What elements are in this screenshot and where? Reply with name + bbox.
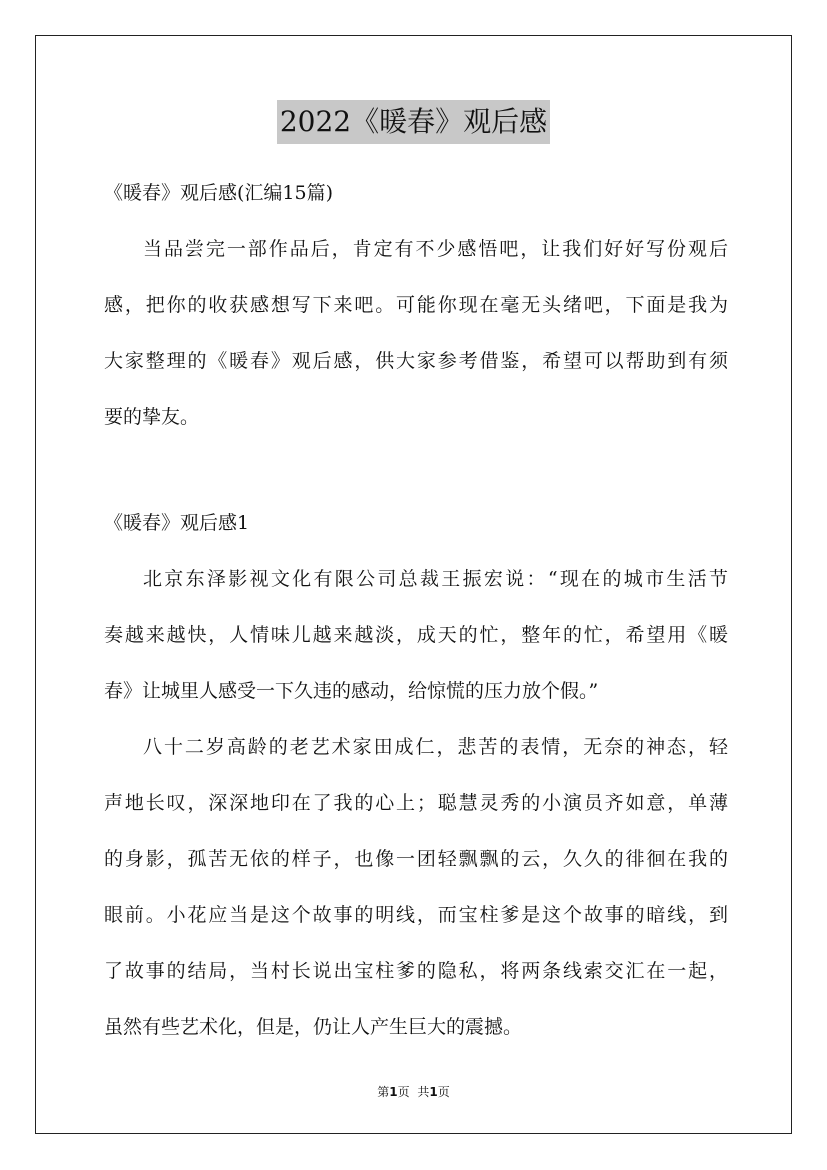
- section-gap: [104, 445, 728, 495]
- para2-line-2: 声地长叹，深深地印在了我的心上；聪慧灵秀的小演员齐如意，单薄: [104, 792, 728, 814]
- page-number: 1: [389, 1085, 398, 1099]
- intro-line-3: 大家整理的《暖春》观后感，供大家参考借鉴，希望可以帮助到有须: [104, 350, 728, 372]
- intro-line-1: 当品尝完一部作品后，肯定有不少感悟吧，让我们好好写份观后: [143, 238, 728, 260]
- intro-line-4: 要的挚友。: [104, 406, 200, 428]
- para1-line-1: 北京东泽影视文化有限公司总裁王振宏说：“现在的城市生活节: [143, 568, 728, 590]
- title-container: [0, 100, 827, 144]
- para2-line-5: 了故事的结局，当村长说出宝柱爹的隐私，将两条线索交汇在一起，: [104, 960, 728, 982]
- heading-compilation: 《暖春》观后感(汇编15篇): [104, 182, 334, 204]
- page-prefix: 第: [377, 1085, 390, 1099]
- intro-line-2: 感，把你的收获感想写下来吧。可能你现在毫无头绪吧，下面是我为: [104, 294, 728, 316]
- para2-line-4: 眼前。小花应当是这个故事的明线，而宝柱爹是这个故事的暗线，到: [104, 904, 728, 926]
- total-prefix: 共: [417, 1085, 430, 1099]
- total-pages: 1: [429, 1085, 438, 1099]
- para2-line-3: 的身影，孤苦无依的样子，也像一团轻飘飘的云，久久的徘徊在我的: [104, 848, 728, 870]
- page-footer: [0, 1082, 827, 1102]
- document-title: 2022《暖春》观后感: [277, 100, 550, 144]
- section-heading-1: 《暖春》观后感1: [104, 512, 250, 534]
- para2-line-1: 八十二岁高龄的老艺术家田成仁，悲苦的表情，无奈的神态，轻: [143, 736, 728, 758]
- para2-line-6: 虽然有些艺术化，但是，仍让人产生巨大的震撼。: [104, 1016, 523, 1038]
- page-suffix: 页: [397, 1085, 410, 1099]
- document-body: [104, 165, 728, 1055]
- para1-line-2: 奏越来越快，人情味儿越来越淡，成天的忙，整年的忙，希望用《暖: [104, 624, 728, 646]
- total-suffix: 页: [437, 1085, 450, 1099]
- para1-line-3: 春》让城里人感受一下久违的感动，给惊慌的压力放个假。”: [104, 680, 599, 702]
